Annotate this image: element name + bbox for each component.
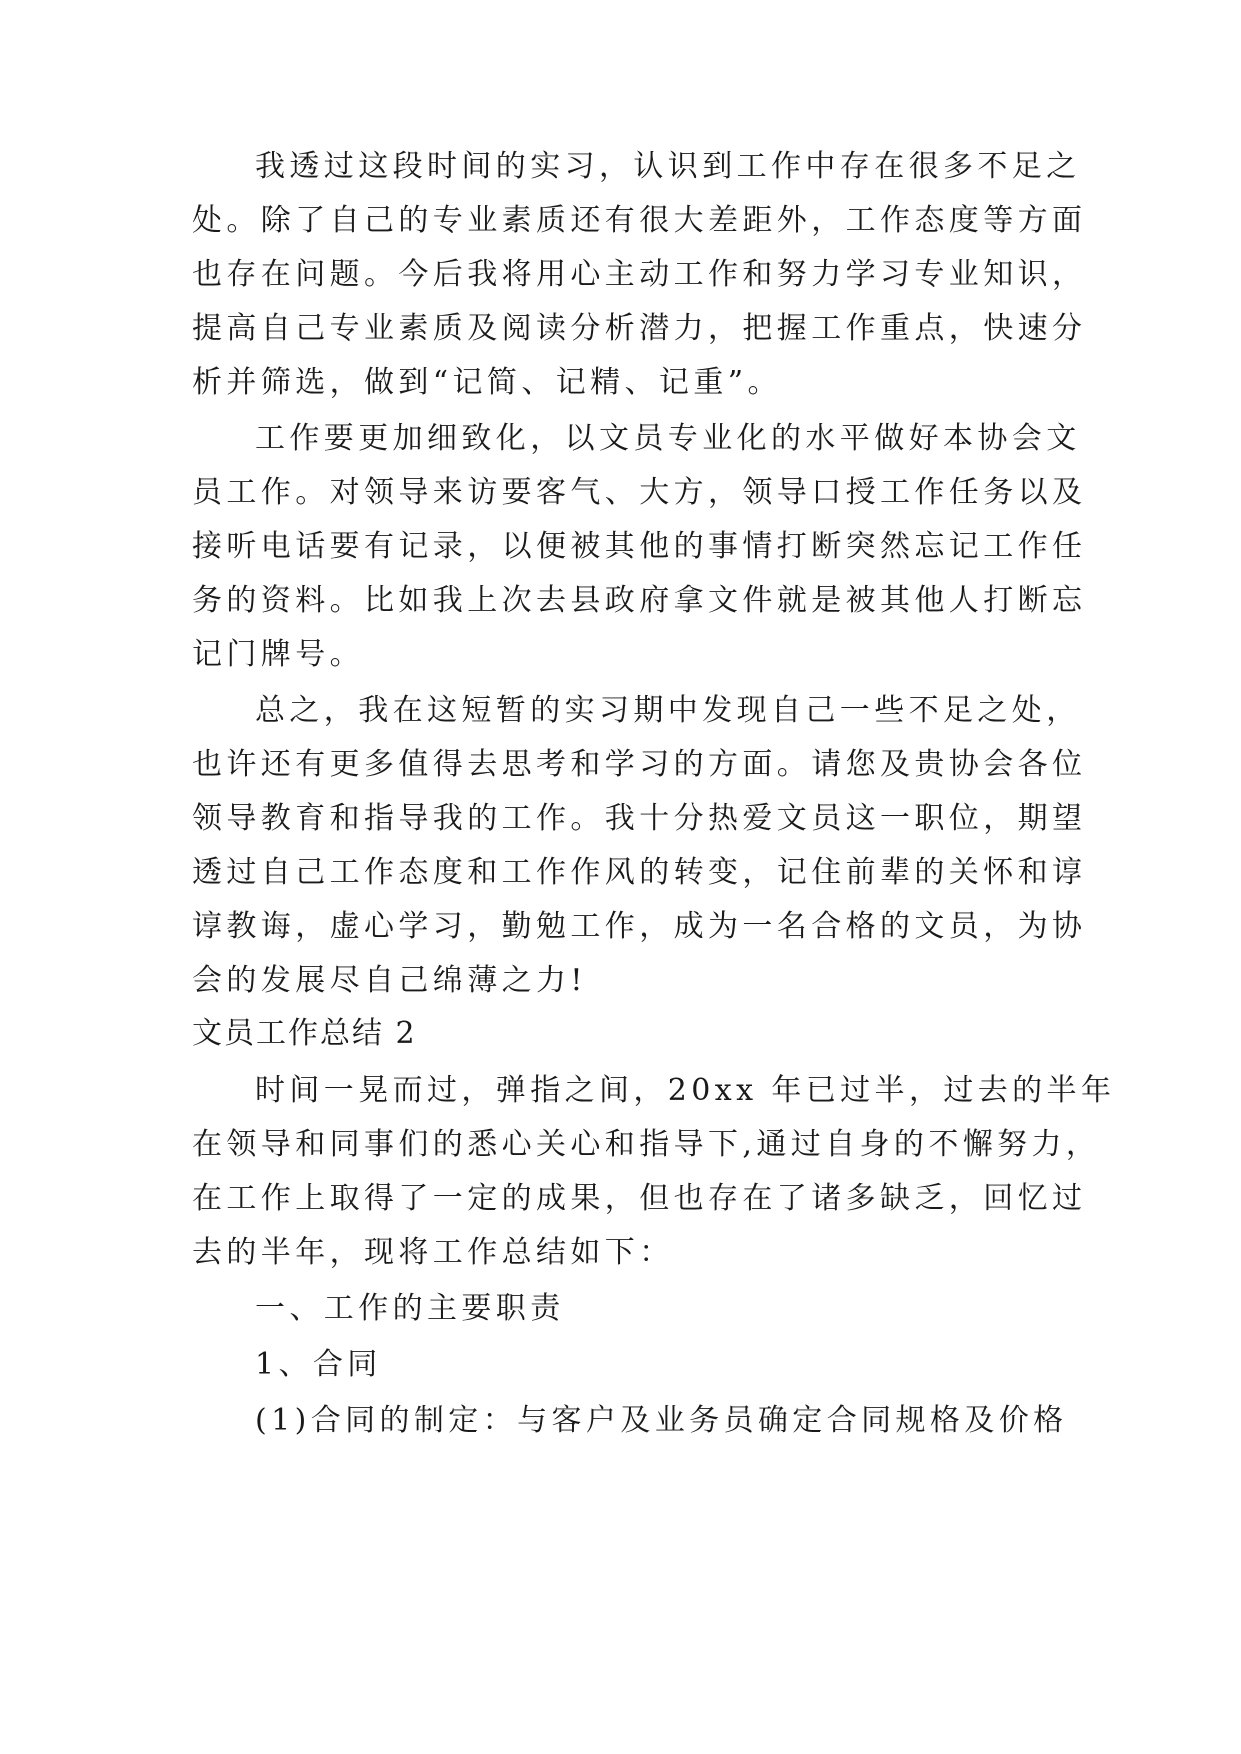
text-line: 在工作上取得了一定的成果，但也存在了诸多缺乏，回忆过 [192,1181,1087,1216]
text-line: 提高自己专业素质及阅读分析潜力，把握工作重点，快速分 [192,311,1087,346]
text-line: 透过自己工作态度和工作作风的转变，记住前辈的关怀和谆 [192,855,1087,890]
subheading: 1、合同 [255,1347,382,1382]
text-line: 去的半年，现将工作总结如下： [192,1235,674,1270]
text-line: 我透过这段时间的实习，认识到工作中存在很多不足之 [255,149,1081,184]
text-line: (1)合同的制定：与客户及业务员确定合同规格及价格 [255,1403,1068,1438]
text-line: 领导教育和指导我的工作。我十分热爱文员这一职位，期望 [192,801,1087,836]
text-line: 也许还有更多值得去思考和学习的方面。请您及贵协会各位 [192,747,1087,782]
text-line: 在领导和同事们的悉心关心和指导下,通过自身的不懈努力， [192,1127,1101,1162]
text-line: 接听电话要有记录，以便被其他的事情打断突然忘记工作任 [192,529,1087,564]
text-line: 工作要更加细致化，以文员专业化的水平做好本协会文 [255,421,1081,456]
subheading: 一、工作的主要职责 [255,1291,565,1326]
text-line: 员工作。对领导来访要客气、大方，领导口授工作任务以及 [192,475,1087,510]
text-line: 谆教诲，虚心学习，勤勉工作，成为一名合格的文员，为协 [192,909,1087,944]
text-line: 时间一晃而过，弹指之间，20xx 年已过半，过去的半年 [255,1073,1116,1108]
text-line: 析并筛选，做到“记简、记精、记重”。 [192,365,782,400]
text-line: 会的发展尽自己绵薄之力! [192,963,587,998]
text-line: 务的资料。比如我上次去县政府拿文件就是被其他人打断忘 [192,583,1087,618]
section-heading: 文员工作总结 2 [192,1016,417,1051]
text-line: 也存在问题。今后我将用心主动工作和努力学习专业知识， [192,257,1087,292]
text-line: 处。除了自己的专业素质还有很大差距外，工作态度等方面 [192,203,1087,238]
text-line: 总之，我在这短暂的实习期中发现自己一些不足之处， [255,693,1081,728]
text-line: 记门牌号。 [192,637,364,672]
